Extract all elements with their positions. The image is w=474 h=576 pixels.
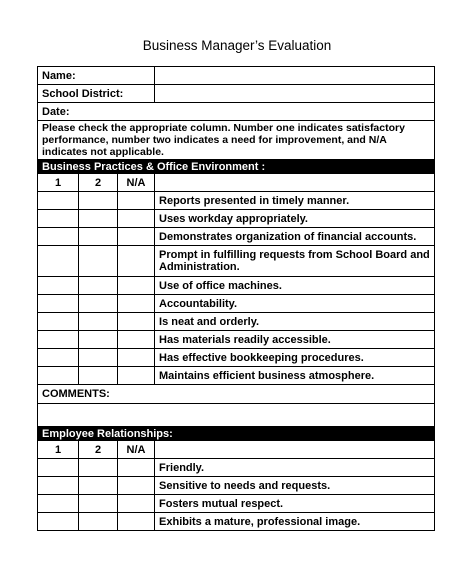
table-row — [38, 331, 435, 349]
table-row — [38, 459, 435, 477]
column-header-blank — [155, 174, 435, 192]
check-cell-2[interactable] — [79, 477, 118, 495]
criterion-label: Prompt in fulfilling requests from School Board and Administration. — [155, 246, 435, 277]
check-cell-2[interactable] — [79, 295, 118, 313]
check-cell-2[interactable] — [79, 367, 118, 385]
check-cell-na[interactable] — [118, 459, 155, 477]
section-heading: Employee Relationships: — [38, 427, 435, 441]
page-title: Business Manager’s Evaluation — [142, 38, 332, 53]
check-cell-na[interactable] — [118, 331, 155, 349]
check-cell-na[interactable] — [118, 313, 155, 331]
school-district-label: School District: — [38, 85, 155, 103]
school-district-field[interactable] — [155, 85, 435, 103]
table-row — [38, 513, 435, 531]
section-heading-row — [38, 427, 435, 441]
table-row — [38, 246, 435, 277]
check-cell-1[interactable] — [38, 295, 79, 313]
column-header-row — [38, 174, 435, 192]
check-cell-1[interactable] — [38, 228, 79, 246]
table-row — [38, 313, 435, 331]
check-cell-2[interactable] — [79, 495, 118, 513]
check-cell-2[interactable] — [79, 210, 118, 228]
column-header-na: N/A — [118, 441, 155, 459]
column-header-2: 2 — [79, 441, 118, 459]
check-cell-na[interactable] — [118, 192, 155, 210]
table-row — [38, 228, 435, 246]
check-cell-2[interactable] — [79, 459, 118, 477]
check-cell-2[interactable] — [79, 246, 118, 277]
check-cell-na[interactable] — [118, 495, 155, 513]
table-row — [38, 192, 435, 210]
column-header-1: 1 — [38, 174, 79, 192]
check-cell-2[interactable] — [79, 192, 118, 210]
column-header-blank — [155, 441, 435, 459]
criterion-label: Is neat and orderly. — [155, 313, 435, 331]
comments-field-row — [38, 404, 435, 427]
criterion-label: Use of office machines. — [155, 277, 435, 295]
name-row — [38, 67, 435, 85]
name-label: Name: — [38, 67, 155, 85]
check-cell-na[interactable] — [118, 246, 155, 277]
criterion-label: Fosters mutual respect. — [155, 495, 435, 513]
instructions-text: Please check the appropriate column. Number one indicates satisfactory performance, number two indicates a need for improvement, and N/A indicates not applicable. — [38, 121, 435, 160]
column-header-row — [38, 441, 435, 459]
criterion-label: Maintains efficient business atmosphere. — [155, 367, 435, 385]
check-cell-1[interactable] — [38, 349, 79, 367]
instructions-row — [38, 121, 435, 160]
criterion-label: Exhibits a mature, professional image. — [155, 513, 435, 531]
check-cell-1[interactable] — [38, 246, 79, 277]
school-district-row — [38, 85, 435, 103]
check-cell-2[interactable] — [79, 313, 118, 331]
check-cell-1[interactable] — [38, 513, 79, 531]
comments-row — [38, 385, 435, 404]
table-row — [38, 477, 435, 495]
table-row — [38, 277, 435, 295]
check-cell-2[interactable] — [79, 277, 118, 295]
table-row — [38, 367, 435, 385]
check-cell-1[interactable] — [38, 477, 79, 495]
check-cell-1[interactable] — [38, 495, 79, 513]
check-cell-1[interactable] — [38, 192, 79, 210]
criterion-label: Has materials readily accessible. — [155, 331, 435, 349]
column-header-2: 2 — [79, 174, 118, 192]
check-cell-na[interactable] — [118, 349, 155, 367]
check-cell-na[interactable] — [118, 477, 155, 495]
comments-field[interactable] — [38, 404, 435, 427]
check-cell-na[interactable] — [118, 277, 155, 295]
criterion-label: Demonstrates organization of financial accounts. — [155, 228, 435, 246]
table-row — [38, 495, 435, 513]
check-cell-na[interactable] — [118, 210, 155, 228]
table-row — [38, 295, 435, 313]
check-cell-na[interactable] — [118, 228, 155, 246]
criterion-label: Sensitive to needs and requests. — [155, 477, 435, 495]
criterion-label: Has effective bookkeeping procedures. — [155, 349, 435, 367]
check-cell-1[interactable] — [38, 331, 79, 349]
name-field[interactable] — [155, 67, 435, 85]
date-row — [38, 103, 435, 121]
check-cell-1[interactable] — [38, 459, 79, 477]
date-label: Date: — [38, 103, 435, 121]
criterion-label: Uses workday appropriately. — [155, 210, 435, 228]
section-heading: Business Practices & Office Environment : — [38, 160, 435, 174]
check-cell-na[interactable] — [118, 367, 155, 385]
check-cell-na[interactable] — [118, 295, 155, 313]
check-cell-1[interactable] — [38, 277, 79, 295]
check-cell-2[interactable] — [79, 349, 118, 367]
criterion-label: Reports presented in timely manner. — [155, 192, 435, 210]
check-cell-2[interactable] — [79, 228, 118, 246]
check-cell-1[interactable] — [38, 313, 79, 331]
column-header-na: N/A — [118, 174, 155, 192]
check-cell-2[interactable] — [79, 331, 118, 349]
table-row — [38, 210, 435, 228]
check-cell-1[interactable] — [38, 210, 79, 228]
table-row — [38, 349, 435, 367]
check-cell-2[interactable] — [79, 513, 118, 531]
criterion-label: Friendly. — [155, 459, 435, 477]
section-heading-row — [38, 160, 435, 174]
check-cell-na[interactable] — [118, 513, 155, 531]
comments-label: COMMENTS: — [38, 385, 435, 404]
evaluation-form — [37, 66, 435, 531]
criterion-label: Accountability. — [155, 295, 435, 313]
check-cell-1[interactable] — [38, 367, 79, 385]
column-header-1: 1 — [38, 441, 79, 459]
